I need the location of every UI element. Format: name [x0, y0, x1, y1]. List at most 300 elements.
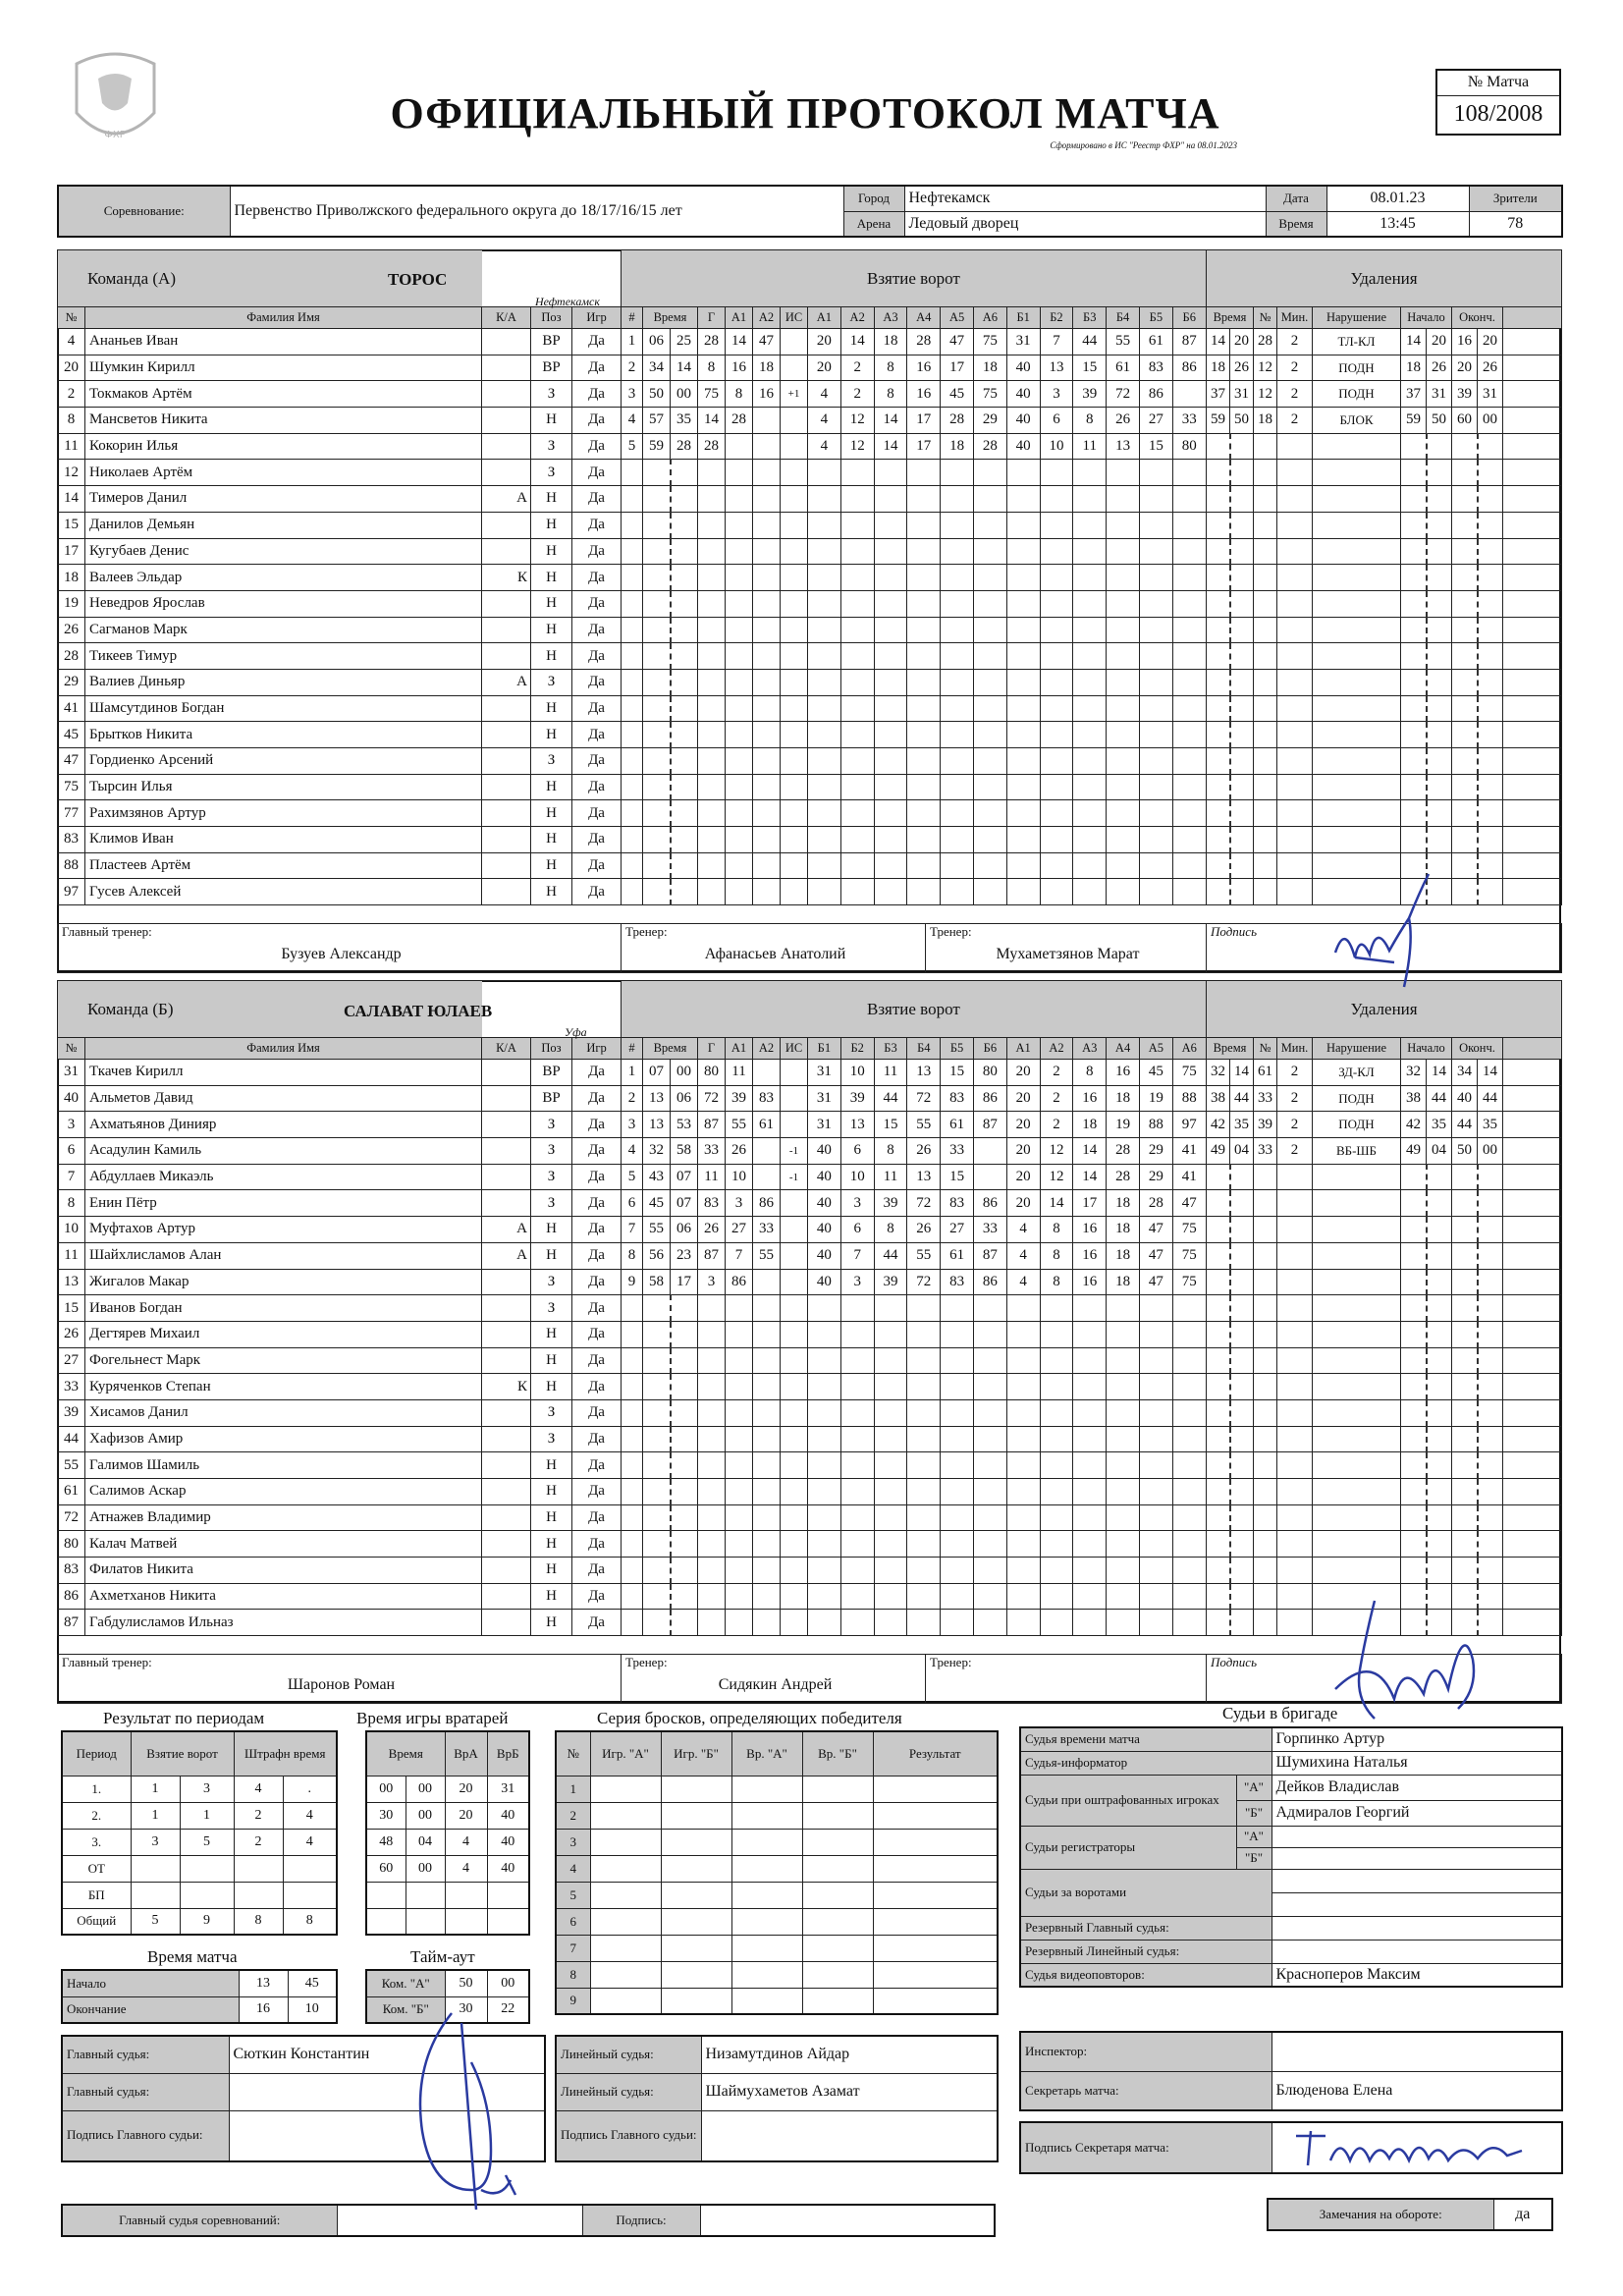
opp-on-ice-player: 29 [1139, 1164, 1172, 1190]
team-b-roster [57, 980, 622, 1636]
pen-empty-cell [1254, 1479, 1277, 1505]
player-row [58, 1190, 622, 1217]
sign-line-cell [701, 2110, 998, 2161]
sign-label: Подпись: [582, 2205, 700, 2236]
goal-empty-cell [781, 1321, 808, 1347]
shootout-empty-cell [731, 1988, 802, 2014]
goal-empty-cell [753, 486, 781, 513]
goal-empty-cell [1040, 774, 1073, 800]
goal-empty-cell [1139, 590, 1172, 617]
pen-empty-cell [1313, 1426, 1401, 1452]
pen-empty-cell [1478, 669, 1503, 695]
goalie-time-label: Время [366, 1731, 445, 1776]
pen-empty-cell [1230, 433, 1254, 460]
goal-empty-cell [671, 1347, 698, 1374]
goal-empty-cell [1073, 538, 1107, 565]
player-played: Да [572, 1321, 622, 1347]
pen-empty-cell [1230, 617, 1254, 643]
pen-empty-cell [1207, 1452, 1230, 1479]
period-name: 2. [62, 1802, 131, 1829]
pen-spacer [1503, 355, 1562, 381]
goal-index: 3 [622, 1112, 643, 1138]
col-pen-spacer [1503, 307, 1562, 329]
pen-minutes: 2 [1277, 1112, 1313, 1138]
player-captain: А [482, 669, 531, 695]
opp-on-ice-player: 26 [1107, 408, 1140, 434]
goal-empty-cell [941, 695, 974, 722]
informer: Шумихина Наталья [1271, 1751, 1562, 1775]
on-ice-player: 40 [808, 1269, 841, 1295]
goal-empty-cell [1006, 565, 1040, 591]
goal-assist1: 16 [726, 355, 753, 381]
goal-empty-cell [671, 1399, 698, 1426]
shootout-row [556, 1776, 998, 1802]
player-position: Н [531, 827, 572, 853]
opp-on-ice-player: 75 [1172, 1269, 1206, 1295]
goal-empty-cell [671, 800, 698, 827]
pen-empty-cell [1313, 669, 1401, 695]
goal-empty-cell [1006, 1479, 1040, 1505]
goal-empty-cell [840, 1558, 874, 1584]
penalty-row [1207, 329, 1562, 355]
player-position: Н [531, 1583, 572, 1610]
goal-empty-cell [726, 1504, 753, 1531]
col-assist1: А1 [726, 1038, 753, 1060]
goal-index: 4 [622, 408, 643, 434]
period-pen-a: 8 [234, 1908, 283, 1935]
notes-label: Замечания на обороте: [1268, 2199, 1493, 2230]
pen-empty-cell [1277, 1452, 1313, 1479]
goal-empty-cell [1172, 1295, 1206, 1322]
pen-empty-cell [1254, 1321, 1277, 1347]
shootout-col: № [556, 1731, 590, 1776]
player-captain [482, 1504, 531, 1531]
pen-empty-cell [1230, 538, 1254, 565]
opp-on-ice-player: 20 [1006, 1190, 1040, 1217]
pen-empty-cell [1207, 748, 1230, 775]
goal-empty-cell [1073, 1295, 1107, 1322]
timekeeper-label: Судья времени матча [1020, 1727, 1271, 1751]
goal-empty-cell [781, 512, 808, 538]
pen-empty-cell [1207, 1374, 1230, 1400]
col-pen-violation: Нарушение [1313, 307, 1401, 329]
pen-empty-cell [1478, 590, 1503, 617]
pen-empty-cell [1277, 617, 1313, 643]
player-position: Н [531, 1610, 572, 1636]
goal-empty-cell [1006, 748, 1040, 775]
pen-empty-cell [1478, 722, 1503, 748]
on-ice-player: 87 [973, 1112, 1006, 1138]
shootout-empty-cell [590, 1855, 661, 1882]
player-captain: А [482, 1217, 531, 1243]
period-row [62, 1882, 337, 1908]
pen-empty-cell [1478, 1190, 1503, 1217]
goal-empty-cell [671, 1479, 698, 1505]
shootout-index: 1 [556, 1776, 590, 1802]
goal-empty-cell [643, 1426, 671, 1452]
pen-empty-cell [1230, 879, 1254, 905]
player-number: 33 [58, 1374, 85, 1400]
penalty-row [1207, 565, 1562, 591]
period-col-label: Период [62, 1731, 131, 1776]
goal-empty-cell [726, 1374, 753, 1400]
player-row [58, 1479, 622, 1505]
penalty-row [1207, 643, 1562, 670]
goal-empty-cell [753, 1347, 781, 1374]
pen-empty-cell [1478, 1452, 1503, 1479]
on-ice-player: 40 [808, 1190, 841, 1217]
pen-empty-cell [1452, 590, 1478, 617]
on-ice-player: 40 [808, 1242, 841, 1269]
opp-on-ice-player: 8 [1040, 1242, 1073, 1269]
opp-on-ice-player: 61 [1139, 329, 1172, 355]
player-number: 72 [58, 1504, 85, 1531]
pen-start-sec: 44 [1427, 1085, 1452, 1112]
pen-empty-cell [1230, 1164, 1254, 1190]
goal-empty-cell [643, 1321, 671, 1347]
pen-empty-cell [1401, 827, 1427, 853]
goal-empty-cell [1107, 669, 1140, 695]
goal-assist2: 83 [753, 1085, 781, 1112]
goal-empty-cell [643, 1583, 671, 1610]
pen-empty-cell [1254, 800, 1277, 827]
pen-start-sec: 35 [1427, 1112, 1452, 1138]
opp-on-ice-player: 75 [1172, 1242, 1206, 1269]
goal-empty-cell [726, 1347, 753, 1374]
goal-empty-cell [1107, 1583, 1140, 1610]
goal-empty-cell [808, 1452, 841, 1479]
pen-empty-cell [1277, 852, 1313, 879]
player-number: 20 [58, 355, 85, 381]
pen-empty-cell [1452, 1321, 1478, 1347]
player-row [58, 1374, 622, 1400]
player-played: Да [572, 1452, 622, 1479]
player-row [58, 800, 622, 827]
shootout-header [556, 1731, 998, 1776]
goal-row [622, 1321, 1207, 1347]
goal-empty-cell [1006, 800, 1040, 827]
team-a-label-text: Команда (А) [87, 268, 176, 288]
penalty-row [1207, 827, 1562, 853]
goal-empty-cell [698, 590, 726, 617]
pen-empty-cell [1503, 1583, 1562, 1610]
goal-empty-cell [753, 590, 781, 617]
on-ice-player: 40 [808, 1217, 841, 1243]
goal-empty-cell [671, 879, 698, 905]
goal-empty-cell [808, 1610, 841, 1636]
goalie-a-label: ВрА [445, 1731, 487, 1776]
goal-assist2: 86 [753, 1190, 781, 1217]
goal-empty-cell [907, 1504, 941, 1531]
goalie-b: 40 [487, 1855, 529, 1882]
player-name: Валеев Эльдар [85, 565, 482, 591]
goal-empty-cell [874, 1479, 907, 1505]
opp-on-ice-player: 17 [1073, 1190, 1107, 1217]
player-name: Альметов Давид [85, 1085, 482, 1112]
goal-assist2 [753, 1269, 781, 1295]
pen-empty-cell [1401, 1269, 1427, 1295]
goal-empty-cell [1172, 852, 1206, 879]
pen-empty-cell [1254, 1531, 1277, 1558]
goal-empty-cell [1073, 565, 1107, 591]
player-captain [482, 329, 531, 355]
pen-second: 14 [1230, 1060, 1254, 1086]
goal-empty-cell [1139, 1321, 1172, 1347]
penalty-row [1207, 1610, 1562, 1636]
player-row [58, 1558, 622, 1584]
goal-empty-cell [698, 486, 726, 513]
goal-empty-cell [808, 486, 841, 513]
pen-empty-cell [1277, 1347, 1313, 1374]
opp-on-ice-player: 8 [1073, 1060, 1107, 1086]
goal-empty-cell [1172, 800, 1206, 827]
player-name: Климов Иван [85, 827, 482, 853]
pen-empty-cell [1230, 1242, 1254, 1269]
opp-on-ice-player: 20 [1006, 1138, 1040, 1165]
goal-empty-cell [973, 748, 1006, 775]
reserve-line [1271, 1940, 1562, 1963]
line-ref-label: Линейный судья: [556, 2036, 701, 2073]
player-position: З [531, 1295, 572, 1322]
pen-empty-cell [1452, 617, 1478, 643]
player-played: Да [572, 590, 622, 617]
pen-start-min: 49 [1401, 1138, 1427, 1165]
player-position: З [531, 1164, 572, 1190]
pen-empty-cell [1254, 1190, 1277, 1217]
pen-empty-cell [1277, 433, 1313, 460]
goal-second: 14 [671, 355, 698, 381]
goal-empty-cell [698, 1504, 726, 1531]
pen-empty-cell [1207, 774, 1230, 800]
on-ice-player [973, 1138, 1006, 1165]
opp-on-ice-player: 18 [1107, 1269, 1140, 1295]
player-number: 10 [58, 1217, 85, 1243]
goal-empty-cell [622, 486, 643, 513]
goal-empty-cell [973, 1504, 1006, 1531]
opp-on-ice-player: 47 [1172, 1190, 1206, 1217]
goal-empty-cell [1006, 617, 1040, 643]
goal-empty-cell [1040, 1504, 1073, 1531]
goal-empty-cell [1139, 1347, 1172, 1374]
pen-spacer [1503, 1085, 1562, 1112]
goal-empty-cell [973, 695, 1006, 722]
goal-empty-cell [973, 800, 1006, 827]
penalty-bench-label: Судьи при оштрафованных игроках [1020, 1775, 1236, 1826]
period-goals-b: 9 [180, 1908, 234, 1935]
pen-empty-cell [1478, 1295, 1503, 1322]
opp-on-ice-player: 8 [1040, 1269, 1073, 1295]
goal-empty-cell [726, 1583, 753, 1610]
goal-index: 1 [622, 329, 643, 355]
on-ice-player: 20 [808, 329, 841, 355]
goal-empty-cell [671, 1426, 698, 1452]
on-ice-player: 4 [808, 408, 841, 434]
player-name: Неведров Ярослав [85, 590, 482, 617]
shootout-index: 5 [556, 1882, 590, 1908]
player-position: З [531, 669, 572, 695]
goal-empty-cell [622, 1374, 643, 1400]
pen-empty-cell [1313, 1399, 1401, 1426]
period-name: 3. [62, 1829, 131, 1855]
shootout-empty-cell [873, 1961, 998, 1988]
player-position: ВР [531, 1060, 572, 1086]
team-a-coaches [57, 923, 1562, 973]
player-played: Да [572, 800, 622, 827]
goal-judges-label: Судьи за воротами [1020, 1869, 1271, 1916]
col-on-ice: Б3 [874, 1038, 907, 1060]
shootout-index: 7 [556, 1935, 590, 1961]
goal-empty-cell [808, 590, 841, 617]
goal-second: 58 [671, 1138, 698, 1165]
pen-empty-cell [1207, 669, 1230, 695]
goal-empty-cell [941, 1374, 974, 1400]
goal-row [622, 538, 1207, 565]
pen-empty-cell [1427, 486, 1452, 513]
penalty-row [1207, 1399, 1562, 1426]
pen-empty-cell [1427, 669, 1452, 695]
goal-empty-cell [907, 669, 941, 695]
coach-label: Тренер: [930, 1655, 972, 1669]
shootout-empty-cell [731, 1961, 802, 1988]
goal-empty-cell [726, 1426, 753, 1452]
goal-empty-cell [726, 1399, 753, 1426]
opp-on-ice-player: 86 [1139, 381, 1172, 408]
goal-empty-cell [622, 538, 643, 565]
goal-empty-cell [643, 538, 671, 565]
period-name: БП [62, 1882, 131, 1908]
player-position: Н [531, 538, 572, 565]
pen-empty-cell [1277, 695, 1313, 722]
pen-empty-cell [1254, 1452, 1277, 1479]
player-row [58, 1085, 622, 1112]
goal-empty-cell [1040, 538, 1073, 565]
goal-empty-cell [1006, 1558, 1040, 1584]
goal-empty-cell [622, 643, 643, 670]
goal-second: 53 [671, 1112, 698, 1138]
on-ice-player: 7 [840, 1242, 874, 1269]
pen-empty-cell [1401, 1531, 1427, 1558]
player-name: Ананьев Иван [85, 329, 482, 355]
period-goals-a [131, 1882, 180, 1908]
goal-empty-cell [941, 512, 974, 538]
pen-empty-cell [1254, 827, 1277, 853]
goal-empty-cell [671, 1452, 698, 1479]
player-number: 19 [58, 590, 85, 617]
pen-end-min: 44 [1452, 1112, 1478, 1138]
goal-empty-cell [1172, 617, 1206, 643]
pen-empty-cell [1230, 1426, 1254, 1452]
player-played: Да [572, 355, 622, 381]
pen-empty-cell [1452, 774, 1478, 800]
goal-empty-cell [1172, 486, 1206, 513]
goal-empty-cell [874, 643, 907, 670]
pen-start-sec: 04 [1427, 1138, 1452, 1165]
pen-empty-cell [1503, 1347, 1562, 1374]
goal-situation: -1 [781, 1138, 808, 1165]
opp-on-ice-player: 19 [1139, 1085, 1172, 1112]
shootout-empty-cell [731, 1855, 802, 1882]
goal-empty-cell [1006, 486, 1040, 513]
goal-empty-cell [622, 748, 643, 775]
on-ice-player: 31 [808, 1060, 841, 1086]
goal-empty-cell [941, 617, 974, 643]
on-ice-player: 75 [973, 329, 1006, 355]
goal-empty-cell [907, 695, 941, 722]
team-a-coach2-cell [926, 924, 1207, 973]
goal-empty-cell [698, 1399, 726, 1426]
col-opp-on-ice: Б4 [1107, 307, 1140, 329]
pen-empty-cell [1452, 643, 1478, 670]
pen-empty-cell [1452, 538, 1478, 565]
goal-empty-cell [781, 1558, 808, 1584]
on-ice-player: 86 [973, 1085, 1006, 1112]
player-row [58, 1504, 622, 1531]
goal-empty-cell [840, 565, 874, 591]
col-number: № [58, 1038, 85, 1060]
pen-empty-cell [1207, 827, 1230, 853]
player-played: Да [572, 1138, 622, 1165]
pen-minutes: 2 [1277, 408, 1313, 434]
pen-empty-cell [1452, 460, 1478, 486]
goal-empty-cell [973, 852, 1006, 879]
goal-empty-cell [874, 486, 907, 513]
player-number: 26 [58, 1321, 85, 1347]
goal-empty-cell [753, 1399, 781, 1426]
col-situation: ИС [781, 307, 808, 329]
goal-empty-cell [698, 1531, 726, 1558]
team-a-goals-title: Взятие ворот [622, 250, 1207, 307]
goal-empty-cell [907, 590, 941, 617]
opp-on-ice-player [1172, 381, 1206, 408]
opp-on-ice-player: 41 [1172, 1164, 1206, 1190]
goal-empty-cell [808, 512, 841, 538]
on-ice-player: 83 [941, 1269, 974, 1295]
on-ice-player: 10 [840, 1060, 874, 1086]
period-pen-b: 8 [283, 1908, 337, 1935]
main-ref-label: Главный судья: [62, 2036, 229, 2073]
pen-empty-cell [1452, 1217, 1478, 1243]
period-goals-b: 1 [180, 1802, 234, 1829]
player-played: Да [572, 1217, 622, 1243]
player-position: Н [531, 1217, 572, 1243]
goal-row [622, 879, 1207, 905]
goal-empty-cell [808, 1531, 841, 1558]
goal-empty-cell [671, 590, 698, 617]
col-goal-scorer: Г [698, 1038, 726, 1060]
penalty-row [1207, 695, 1562, 722]
player-number: 77 [58, 800, 85, 827]
player-position: З [531, 1138, 572, 1165]
goal-empty-cell [1107, 695, 1140, 722]
goal-empty-cell [643, 1452, 671, 1479]
goal-row [622, 1295, 1207, 1322]
player-played: Да [572, 1190, 622, 1217]
video-referee: Красноперов Максим [1271, 1963, 1562, 1987]
goalie-row [366, 1829, 529, 1855]
pen-empty-cell [1503, 1374, 1562, 1400]
goal-empty-cell [1139, 852, 1172, 879]
goal-situation [781, 329, 808, 355]
pen-empty-cell [1277, 800, 1313, 827]
goal-empty-cell [1172, 827, 1206, 853]
pen-empty-cell [1254, 486, 1277, 513]
goal-empty-cell [698, 748, 726, 775]
player-row [58, 695, 622, 722]
video-label: Судья видеоповторов: [1020, 1963, 1271, 1987]
col-name: Фамилия Имя [85, 1038, 482, 1060]
goal-situation [781, 1269, 808, 1295]
period-pen-b [283, 1882, 337, 1908]
